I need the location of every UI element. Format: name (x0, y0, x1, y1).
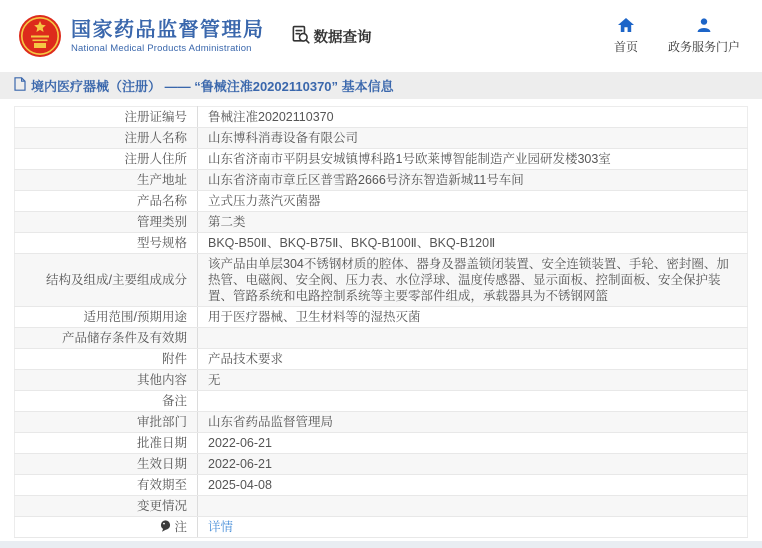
national-emblem-icon (18, 14, 62, 58)
field-label: 注册证编号 (15, 107, 198, 128)
table-row (15, 328, 748, 349)
field-label: 附件 (15, 349, 198, 370)
field-value: 2025-04-08 (198, 475, 748, 496)
field-value: BKQ-B50Ⅱ、BKQ-B75Ⅱ、BKQ-B100Ⅱ、BKQ-B120Ⅱ (198, 233, 748, 254)
field-value: 立式压力蒸汽灭菌器 (198, 191, 748, 212)
table-row (15, 191, 748, 212)
table-row (15, 107, 748, 128)
detail-link[interactable]: 详情 (208, 520, 234, 534)
field-value: 山东博科消毒设备有限公司 (198, 128, 748, 149)
field-label: 审批部门 (15, 412, 198, 433)
field-label: 注 (15, 517, 198, 538)
document-icon (14, 77, 26, 94)
table-row (15, 412, 748, 433)
data-query-label: 数据查询 (313, 29, 372, 46)
field-value: 山东省济南市平阴县安城镇博科路1号欧莱博智能制造产业园研发楼303室 (198, 149, 748, 170)
field-label: 结构及组成/主要组成成分 (15, 254, 198, 307)
field-value: 鲁械注准20202110370 (198, 107, 748, 128)
field-label: 批准日期 (15, 433, 198, 454)
table-row (15, 496, 748, 517)
site-subtitle: National Medical Products Administration (71, 43, 252, 54)
table-row (15, 170, 748, 191)
field-label: 产品储存条件及有效期 (15, 328, 198, 349)
table-row (15, 307, 748, 328)
field-label: 有效期至 (15, 475, 198, 496)
table-row (15, 433, 748, 454)
field-label: 注册人名称 (15, 128, 198, 149)
nav-home-label: 首页 (613, 39, 638, 54)
table-row (15, 254, 748, 307)
data-query-icon (291, 25, 310, 48)
field-value: 用于医疗器械、卫生材料等的湿热灭菌 (198, 307, 748, 328)
field-value: 产品技术要求 (198, 349, 748, 370)
registration-info-table (14, 106, 748, 538)
site-header (0, 0, 762, 72)
field-label: 生效日期 (15, 454, 198, 475)
field-value: 2022-06-21 (198, 433, 748, 454)
field-label: 注册人住所 (15, 149, 198, 170)
field-value: 该产品由单层304不锈钢材质的腔体、器身及器盖锁闭装置、安全连锁装置、手轮、密封圈、加热管、电磁阀、安全阀、压力表、水位浮球、温度传感器、显示面板、控制面板、安全保护装置、管路系统和电路控制系统等主要零部件组成，承载器具为不锈钢网篮 (198, 254, 748, 307)
breadcrumb-text: 境内医疗器械（注册） —— “鲁械注准20202110370” 基本信息 (31, 79, 394, 94)
site-logo[interactable] (18, 14, 265, 58)
field-label: 型号规格 (15, 233, 198, 254)
field-value (198, 391, 748, 412)
field-value (198, 328, 748, 349)
nav-home[interactable] (614, 18, 638, 55)
site-title: 国家药品监督管理局 (71, 19, 265, 41)
table-row (15, 370, 748, 391)
field-label: 其他内容 (15, 370, 198, 391)
field-value: 2022-06-21 (198, 454, 748, 475)
home-icon (618, 18, 634, 35)
note-balloon-icon (160, 520, 171, 532)
field-label: 适用范围/预期用途 (15, 307, 198, 328)
person-icon (697, 18, 711, 35)
table-row (15, 475, 748, 496)
breadcrumb (0, 72, 762, 99)
footer-strip (0, 541, 762, 548)
table-row (15, 391, 748, 412)
field-value (198, 517, 748, 538)
field-label: 生产地址 (15, 170, 198, 191)
nav-gov-portal[interactable] (668, 18, 740, 55)
header-nav (614, 18, 744, 55)
table-row (15, 454, 748, 475)
field-value: 无 (198, 370, 748, 391)
table-row (15, 149, 748, 170)
table-row (15, 349, 748, 370)
nav-gov-portal-label: 政务服务门户 (667, 39, 740, 54)
field-value: 山东省药品监督管理局 (198, 412, 748, 433)
field-label: 管理类别 (15, 212, 198, 233)
field-value: 第二类 (198, 212, 748, 233)
table-row (15, 128, 748, 149)
field-value: 山东省济南市章丘区普雪路2666号济东智造新城11号车间 (198, 170, 748, 191)
field-label: 变更情况 (15, 496, 198, 517)
data-query-nav[interactable] (291, 25, 372, 48)
field-label: 产品名称 (15, 191, 198, 212)
table-row (15, 233, 748, 254)
table-row (15, 212, 748, 233)
field-value (198, 496, 748, 517)
field-label: 备注 (15, 391, 198, 412)
table-row (15, 517, 748, 538)
